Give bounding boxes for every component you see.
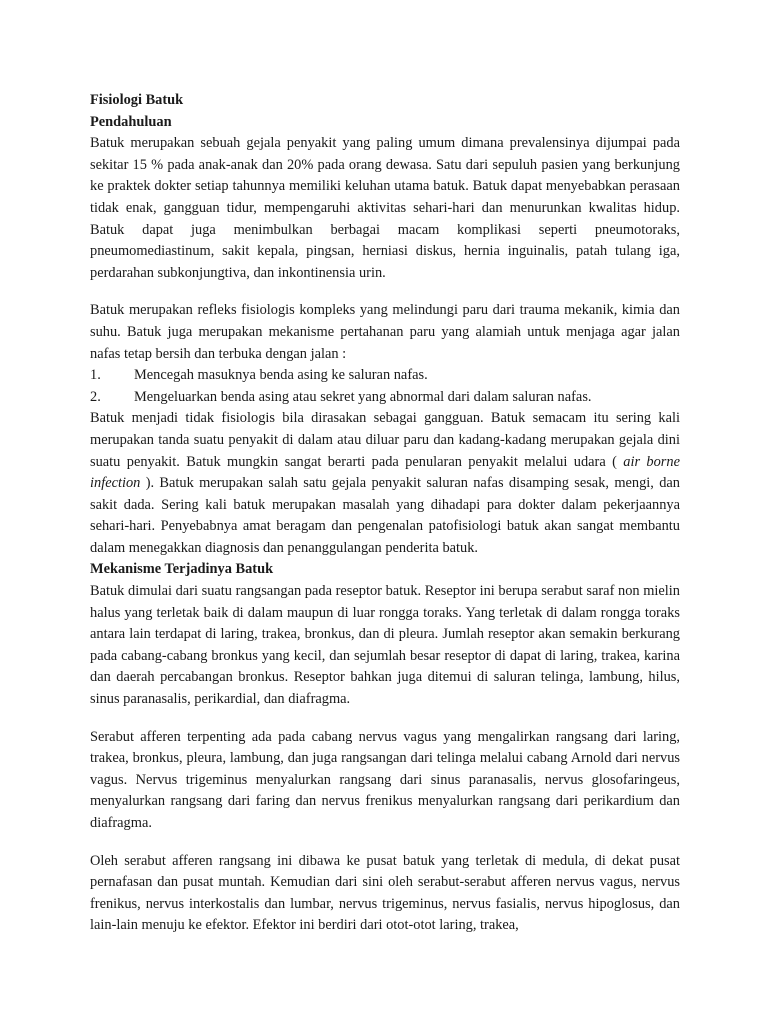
- paragraph-reflex: Batuk merupakan refleks fisiologis kompleks yang melindungi paru dari trauma mekanik, kimia dan suhu. Batuk juga merupakan mekanisme pertahanan paru yang alamiah untuk menjaga agar jalan nafas tetap bersih dan terbuka dengan jalan :: [90, 302, 680, 362]
- section-heading-pendahuluan: Pendahuluan: [90, 113, 172, 130]
- paragraph-nonphysiologic: [90, 408, 680, 559]
- paragraph-intro: Batuk merupakan sebuah gejala penyakit yang paling umum dimana prevalensinya dijumpai pada sekitar 15 % pada anak-anak dan 20% pada orang dewasa. Satu dari sepuluh pasien yang berkunjung ke praktek dokter setiap tahunnya memiliki keluhan utama batuk. Batuk dapat menyebabkan perasaan tidak enak, gangguan tidur, mempengaruhi aktivitas sehari-hari dan menurunkan kwalitas hidup. Batuk dapat juga menimbulkan berbagai macam komplikasi seperti pneumotoraks, pneumomediastinum, sakit kepala, pingsan, herniasi diskus, hernia inguinalis, patah tulang iga, perdarahan subkonjungtiva, dan inkontinensia urin.: [90, 135, 680, 281]
- document-page: [90, 90, 680, 937]
- list-item-text: Mengeluarkan benda asing atau sekret yang abnormal dari dalam saluran nafas.: [134, 388, 592, 405]
- list-item-number: 2.: [90, 388, 101, 405]
- paragraph-text-part: ). Batuk merupakan salah satu gejala penyakit saluran nafas disamping sesak, mengi, dan sakit dada. Sering kali batuk merupakan masalah yang dihadapi para dokter dalam pekerjaannya sehari-hari. Penyebabnya amat beragam dan pengenalan patofisiologi batuk akan sangat membantu dalam menegakkan diagnosis dan penanggulangan penderita batuk.: [90, 475, 680, 556]
- document-title: Fisiologi Batuk: [90, 92, 184, 108]
- list-item-text: Mencegah masuknya benda asing ke saluran nafas.: [134, 367, 428, 384]
- list-item: [90, 387, 680, 409]
- paragraph-text-part: Batuk menjadi tidak fisiologis bila dirasakan sebagai gangguan. Batuk semacam itu sering kali merupakan tanda suatu penyakit di dalam atau diluar paru dan kadang-kadang merupakan gejala dini suatu penyakit. Batuk mungkin sangat berarti pada penularan penyakit melalui udara (: [90, 410, 680, 470]
- italic-term: air borne infection: [90, 453, 680, 492]
- numbered-list: [90, 365, 680, 408]
- paragraph-afferent: Serabut afferen terpenting ada pada cabang nervus vagus yang mengalirkan rangsang dari laring, trakea, bronkus, pleura, lambung, dan juga rangsangan dari telinga melalui cabang Arnold dari nervus vagus. Nervus trigeminus menyalurkan rangsang dari sinus paranasalis, nervus glosofaringeus, menyalurkan rangsang dari faring dan nervus frenikus menyalurkan rangsang dari perikardium dan diafragma.: [90, 728, 680, 831]
- section-heading-mekanisme: Mekanisme Terjadinya Batuk: [90, 561, 274, 578]
- paragraph-receptor: Batuk dimulai dari suatu rangsangan pada reseptor batuk. Reseptor ini berupa serabut saraf non mielin halus yang terletak baik di dalam maupun di luar rongga toraks. Yang terletak di dalam rongga toraks antara lain terdapat di laring, trakea, bronkus, dan di pleura. Jumlah reseptor akan semakin berkurang pada cabang-cabang bronkus yang kecil, dan sejumlah besar reseptor di dapat di laring, trakea, karina dan daerah percabangan bronkus. Reseptor bahkan juga ditemui di saluran telinga, lambung, hilus, sinus paranasalis, perikardial, dan diafragma.: [90, 583, 680, 708]
- list-item: [90, 365, 680, 387]
- paragraph-center: Oleh serabut afferen rangsang ini dibawa ke pusat batuk yang terletak di medula, di dekat pusat pernafasan dan pusat muntah. Kemudian dari sini oleh serabut-serabut afferen nervus vagus, nervus frenikus, nervus interkostalis dan lumbar, nervus trigeminus, nervus fasialis, nervus hipoglosus, dan lain-lain menuju ke efektor. Efektor ini berdiri dari otot-otot laring, trakea,: [90, 852, 680, 934]
- list-item-number: 1.: [90, 367, 101, 384]
